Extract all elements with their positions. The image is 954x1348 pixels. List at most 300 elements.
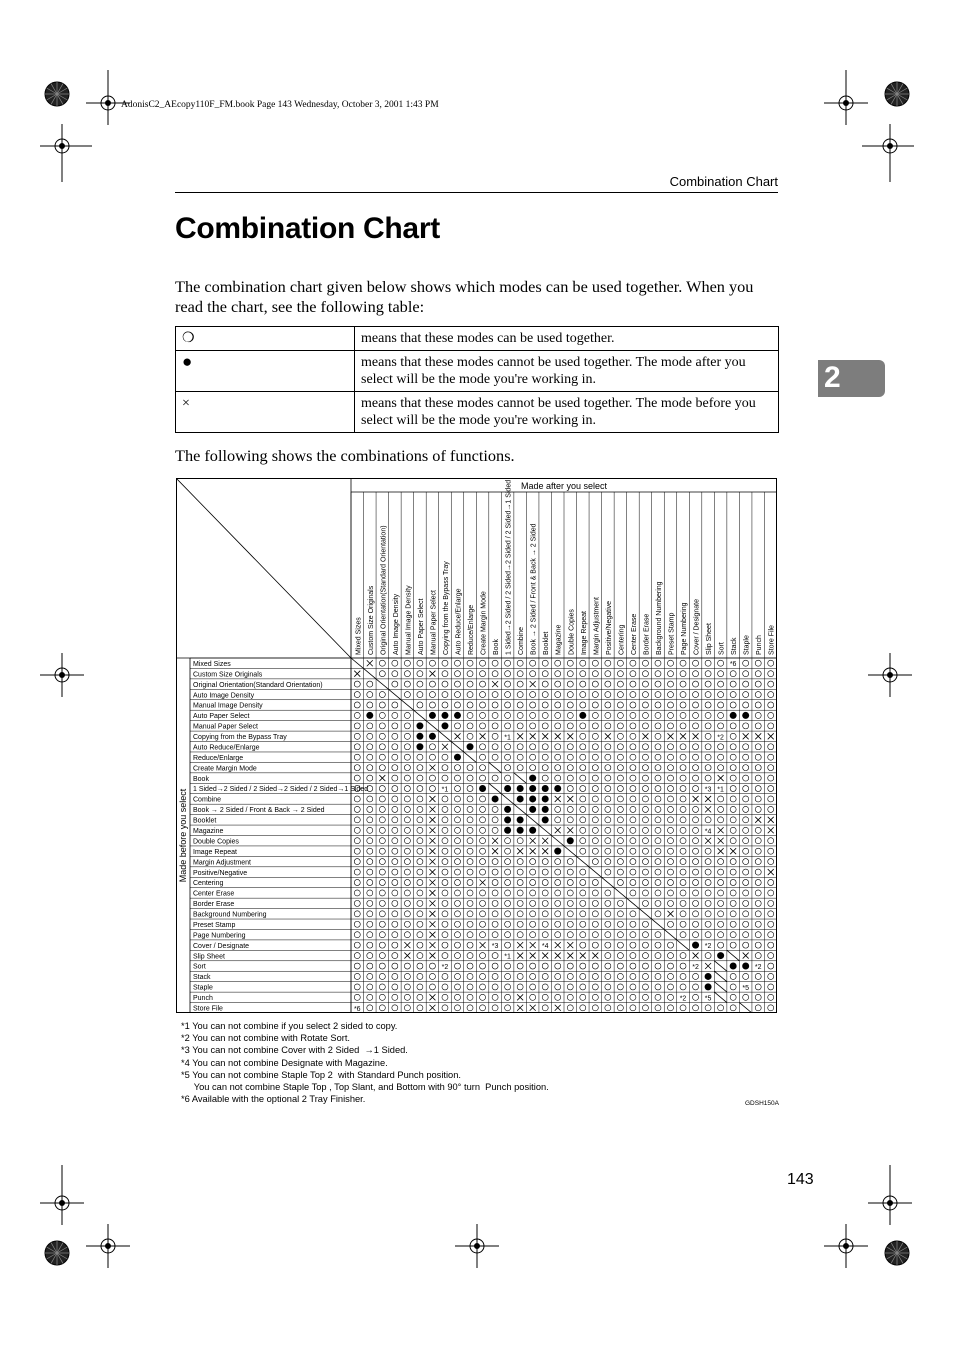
cell-compatible (668, 869, 674, 875)
cell-compatible (693, 723, 699, 729)
cell-after-wins (529, 795, 536, 802)
column-label: Booklet (543, 631, 551, 655)
cell-compatible (730, 984, 736, 990)
cell-same-function (414, 710, 427, 720)
cell-compatible (467, 879, 473, 885)
cell-compatible (417, 806, 423, 812)
cell-compatible (617, 817, 623, 823)
cell-compatible (718, 671, 724, 677)
cell-compatible (743, 921, 749, 927)
cell-same-function (426, 721, 439, 731)
cell-compatible (580, 817, 586, 823)
cell-same-function (489, 762, 502, 772)
cell-compatible (743, 848, 749, 854)
cell-same-function (727, 950, 740, 960)
cell-compatible (567, 754, 573, 760)
cell-compatible (404, 900, 410, 906)
cell-after-wins (441, 722, 448, 729)
column-label: Store File (768, 625, 776, 655)
row-label: Mixed Sizes (193, 660, 231, 668)
cell-compatible (417, 900, 423, 906)
cell-compatible (404, 712, 410, 718)
cell-compatible (730, 859, 736, 865)
cell-compatible (530, 984, 536, 990)
cell-compatible (392, 942, 398, 948)
cell-compatible (467, 712, 473, 718)
cell-compatible (517, 963, 523, 969)
cell-compatible (755, 775, 761, 781)
footnote: *3 You can not combine Cover with 2 Sided →1 Sided. (181, 1045, 408, 1056)
cell-compatible (480, 921, 486, 927)
cell-compatible (555, 775, 561, 781)
cell-compatible (555, 681, 561, 687)
cell-compatible (730, 775, 736, 781)
cell-compatible (392, 911, 398, 917)
row-label: Image Repeat (193, 848, 237, 856)
cell-compatible (580, 942, 586, 948)
cell-same-function (351, 658, 364, 668)
cell-compatible (580, 744, 586, 750)
cell-compatible (467, 932, 473, 938)
legend-text: means that these modes can be used together. (355, 327, 779, 351)
cell-compatible (530, 859, 536, 865)
cell-compatible (354, 859, 360, 865)
cell-compatible (467, 827, 473, 833)
column-label: Stack (731, 637, 739, 655)
intro-paragraph: The combination chart given below shows which modes can be used together. When you read the chart, see the following table: (175, 277, 754, 316)
cell-compatible (404, 848, 410, 854)
cell-compatible (392, 848, 398, 854)
row-label: Booklet (193, 817, 217, 825)
cell-compatible (542, 994, 548, 1000)
cell-compatible (442, 660, 448, 666)
cell-compatible (680, 775, 686, 781)
running-header: Combination Chart (669, 174, 778, 189)
row-label: Custom Size Originals (193, 671, 263, 679)
cell-compatible (404, 1005, 410, 1011)
cell-compatible (705, 848, 711, 854)
cell-compatible (730, 994, 736, 1000)
column-label: Book → 2 Sided / Front & Back → 2 Sided (530, 523, 538, 655)
cell-compatible (492, 859, 498, 865)
column-label: Reduce/Enlarge (468, 604, 476, 655)
cell-compatible (404, 806, 410, 812)
cell-compatible (655, 963, 661, 969)
cell-compatible (768, 806, 774, 812)
cell-compatible (617, 911, 623, 917)
cell-compatible (417, 869, 423, 875)
row-label: Border Erase (193, 901, 235, 909)
cell-compatible (617, 838, 623, 844)
cell-compatible (505, 984, 511, 990)
cell-compatible (580, 848, 586, 854)
cell-compatible (743, 723, 749, 729)
cell-compatible (379, 754, 385, 760)
cell-compatible (505, 671, 511, 677)
cell-compatible (743, 932, 749, 938)
cell-compatible (505, 702, 511, 708)
cell-compatible (404, 796, 410, 802)
row-label: Double Copies (193, 838, 239, 846)
cell-compatible (630, 692, 636, 698)
cell-compatible (617, 681, 623, 687)
row-label: Auto Paper Select (193, 713, 250, 721)
cell-compatible (542, 900, 548, 906)
cell-compatible (442, 942, 448, 948)
cell-compatible (492, 869, 498, 875)
column-label: Background Numbering (655, 581, 663, 655)
cell-compatible (755, 838, 761, 844)
cell-compatible (442, 692, 448, 698)
cell-compatible (555, 806, 561, 812)
cell-compatible (768, 723, 774, 729)
cell-after-wins (554, 848, 561, 855)
cell-compatible (580, 921, 586, 927)
cell-compatible (542, 973, 548, 979)
cell-compatible (693, 765, 699, 771)
cell-compatible (755, 848, 761, 854)
cell-compatible (480, 806, 486, 812)
cell-compatible (768, 963, 774, 969)
cell-compatible (642, 879, 648, 885)
cell-compatible (379, 869, 385, 875)
cell-compatible (517, 869, 523, 875)
cell-same-function (551, 836, 564, 846)
cell-compatible (680, 911, 686, 917)
cell-compatible (755, 681, 761, 687)
cell-compatible (668, 692, 674, 698)
cell-compatible (705, 859, 711, 865)
cell-compatible (680, 765, 686, 771)
cell-compatible (705, 723, 711, 729)
chart-subheading: The following shows the combinations of functions. (175, 446, 515, 465)
cell-compatible (743, 973, 749, 979)
cell-compatible (693, 879, 699, 885)
cell-after-wins (492, 795, 499, 802)
cell-compatible (392, 806, 398, 812)
footnotes (181, 1020, 549, 1105)
cell-compatible (404, 963, 410, 969)
cell-compatible (354, 775, 360, 781)
legend-symbol-before: × (176, 392, 355, 433)
legend-symbol-after: ● (176, 351, 355, 392)
page-number: 143 (787, 1171, 814, 1188)
cell-compatible (367, 702, 373, 708)
cell-compatible (768, 984, 774, 990)
cell-compatible (455, 848, 461, 854)
header-diagonal (176, 478, 351, 658)
cell-compatible (743, 869, 749, 875)
cell-compatible (605, 900, 611, 906)
cell-same-function (389, 689, 402, 699)
row-label: Book → 2 Sided / Front & Back → 2 Sided (193, 807, 325, 815)
cell-compatible (605, 921, 611, 927)
cell-compatible (467, 765, 473, 771)
cell-compatible (668, 900, 674, 906)
column-label: Book (493, 639, 501, 655)
cell-compatible (617, 1005, 623, 1011)
cell-compatible (730, 827, 736, 833)
cell-compatible (642, 712, 648, 718)
cell-compatible (730, 702, 736, 708)
cell-compatible (530, 879, 536, 885)
cell-compatible (530, 702, 536, 708)
cell-compatible (555, 723, 561, 729)
cell-compatible (580, 879, 586, 885)
cell-compatible (354, 806, 360, 812)
cell-compatible (379, 1005, 385, 1011)
cell-compatible (392, 900, 398, 906)
cell-note: *4 (541, 943, 549, 951)
cell-compatible (567, 984, 573, 990)
cell-compatible (555, 712, 561, 718)
cell-compatible (693, 817, 699, 823)
cell-compatible (617, 973, 623, 979)
cell-compatible (592, 765, 598, 771)
cell-compatible (705, 712, 711, 718)
cell-compatible (680, 848, 686, 854)
cell-compatible (642, 786, 648, 792)
cell-compatible (630, 942, 636, 948)
cell-compatible (404, 973, 410, 979)
cell-same-function (714, 961, 727, 971)
cell-compatible (417, 775, 423, 781)
cell-compatible (567, 900, 573, 906)
cell-compatible (567, 869, 573, 875)
cell-compatible (693, 921, 699, 927)
cell-compatible (480, 744, 486, 750)
cell-compatible (705, 702, 711, 708)
cell-compatible (580, 911, 586, 917)
cell-compatible (455, 838, 461, 844)
cell-compatible (580, 681, 586, 687)
cell-compatible (417, 817, 423, 823)
cell-compatible (392, 984, 398, 990)
cell-compatible (605, 827, 611, 833)
cell-compatible (655, 817, 661, 823)
cell-compatible (517, 681, 523, 687)
cell-same-function (376, 679, 389, 689)
cell-compatible (417, 660, 423, 666)
cell-compatible (617, 723, 623, 729)
chapter-number: 2 (824, 361, 841, 394)
cell-compatible (743, 692, 749, 698)
cell-compatible (429, 744, 435, 750)
cell-compatible (730, 942, 736, 948)
cell-note: *1 (504, 953, 511, 961)
cell-compatible (379, 671, 385, 677)
cell-compatible (354, 796, 360, 802)
cell-compatible (705, 692, 711, 698)
cell-compatible (693, 932, 699, 938)
cell-same-function (364, 668, 377, 678)
cell-compatible (404, 786, 410, 792)
column-label: Cover / Designate (693, 598, 701, 655)
cell-compatible (580, 973, 586, 979)
cell-compatible (530, 723, 536, 729)
cell-compatible (354, 712, 360, 718)
cell-compatible (492, 890, 498, 896)
cell-compatible (755, 942, 761, 948)
cell-compatible (680, 817, 686, 823)
cell-compatible (404, 660, 410, 666)
cell-compatible (592, 879, 598, 885)
cell-compatible (392, 744, 398, 750)
row-header: Made before you select (178, 788, 188, 883)
cell-compatible (718, 1005, 724, 1011)
cell-compatible (642, 900, 648, 906)
cell-compatible (580, 765, 586, 771)
cell-compatible (480, 953, 486, 959)
cell-compatible (680, 754, 686, 760)
cell-compatible (617, 786, 623, 792)
cell-compatible (668, 671, 674, 677)
cell-compatible (605, 869, 611, 875)
cell-compatible (580, 932, 586, 938)
cell-compatible (455, 702, 461, 708)
cell-compatible (768, 671, 774, 677)
cell-compatible (455, 953, 461, 959)
cell-compatible (630, 744, 636, 750)
cell-compatible (768, 900, 774, 906)
cell-compatible (379, 932, 385, 938)
cell-compatible (455, 900, 461, 906)
cell-compatible (680, 681, 686, 687)
column-label: Page Numbering (681, 602, 689, 655)
cell-compatible (555, 744, 561, 750)
cell-compatible (480, 984, 486, 990)
cell-compatible (768, 994, 774, 1000)
cell-compatible (617, 702, 623, 708)
cell-compatible (467, 796, 473, 802)
cell-compatible (730, 1005, 736, 1011)
cell-compatible (480, 765, 486, 771)
row-label: Reduce/Enlarge (193, 754, 244, 762)
cell-compatible (404, 984, 410, 990)
cell-compatible (455, 671, 461, 677)
cell-compatible (592, 733, 598, 739)
cell-compatible (655, 712, 661, 718)
cell-compatible (492, 723, 498, 729)
cell-compatible (768, 702, 774, 708)
cell-compatible (530, 692, 536, 698)
cell-compatible (655, 900, 661, 906)
cell-compatible (768, 1005, 774, 1011)
cell-compatible (404, 911, 410, 917)
cell-compatible (367, 963, 373, 969)
cell-compatible (517, 723, 523, 729)
cell-compatible (655, 984, 661, 990)
cell-same-function (489, 783, 502, 793)
cell-compatible (630, 953, 636, 959)
cell-same-function (464, 752, 477, 762)
cell-compatible (392, 712, 398, 718)
cell-compatible (693, 994, 699, 1000)
column-label: Double Copies (568, 609, 576, 655)
column-label: Manual Image Density (405, 585, 413, 655)
cell-same-function (589, 867, 602, 877)
cell-after-wins (705, 973, 712, 980)
cell-compatible (743, 786, 749, 792)
cell-compatible (580, 900, 586, 906)
cell-compatible (605, 859, 611, 865)
cell-compatible (567, 890, 573, 896)
cell-compatible (567, 879, 573, 885)
cell-compatible (743, 879, 749, 885)
cell-compatible (417, 953, 423, 959)
cell-compatible (668, 921, 674, 927)
cell-compatible (367, 859, 373, 865)
cell-compatible (768, 712, 774, 718)
cell-compatible (605, 660, 611, 666)
cell-same-function (714, 982, 727, 992)
cell-compatible (755, 702, 761, 708)
cell-compatible (480, 932, 486, 938)
cell-compatible (492, 963, 498, 969)
cell-compatible (505, 900, 511, 906)
cell-compatible (417, 932, 423, 938)
cell-after-wins (730, 963, 737, 970)
cell-compatible (492, 953, 498, 959)
cell-compatible (605, 712, 611, 718)
column-label: Create Margin Mode (480, 591, 488, 655)
cell-compatible (442, 869, 448, 875)
cell-note: *1 (504, 734, 511, 742)
cell-compatible (718, 911, 724, 917)
cell-compatible (555, 702, 561, 708)
cell-compatible (392, 890, 398, 896)
cell-compatible (367, 942, 373, 948)
row-label: Margin Adjustment (193, 859, 251, 867)
cell-compatible (617, 671, 623, 677)
cell-after-wins (517, 827, 524, 834)
cell-compatible (605, 744, 611, 750)
cell-compatible (505, 712, 511, 718)
cell-compatible (718, 942, 724, 948)
cell-compatible (630, 859, 636, 865)
cell-compatible (580, 827, 586, 833)
cell-compatible (404, 671, 410, 677)
cell-compatible (768, 838, 774, 844)
cell-compatible (379, 848, 385, 854)
cell-compatible (392, 953, 398, 959)
cell-compatible (480, 723, 486, 729)
row-label: Positive/Negative (193, 869, 248, 877)
cell-compatible (492, 806, 498, 812)
cell-compatible (542, 702, 548, 708)
cell-compatible (492, 754, 498, 760)
cell-compatible (555, 859, 561, 865)
cell-compatible (630, 984, 636, 990)
cell-compatible (705, 911, 711, 917)
cell-compatible (693, 754, 699, 760)
cell-compatible (442, 879, 448, 885)
cell-compatible (542, 984, 548, 990)
cell-compatible (442, 890, 448, 896)
cell-compatible (505, 692, 511, 698)
cell-compatible (605, 942, 611, 948)
cell-compatible (617, 827, 623, 833)
cell-compatible (580, 660, 586, 666)
cell-compatible (417, 838, 423, 844)
cell-note: *6 (729, 661, 737, 669)
cell-compatible (743, 754, 749, 760)
cell-compatible (404, 890, 410, 896)
cell-compatible (768, 681, 774, 687)
cell-compatible (592, 817, 598, 823)
cell-compatible (517, 692, 523, 698)
cell-compatible (755, 806, 761, 812)
